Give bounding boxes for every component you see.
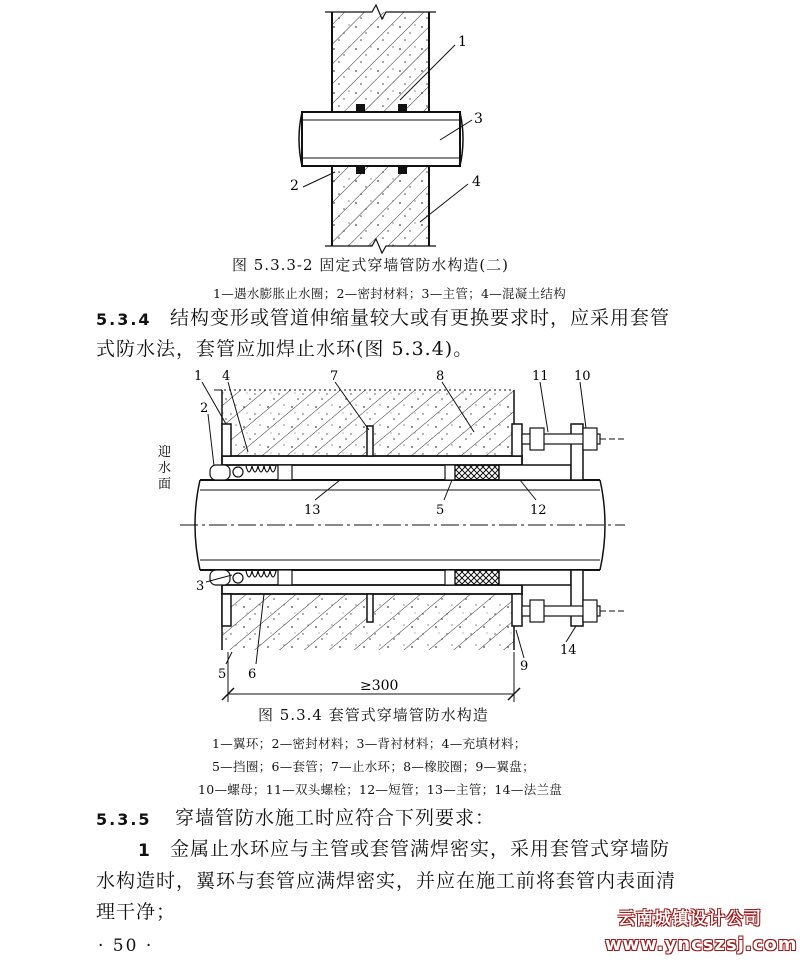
water-side-label: 水 xyxy=(158,461,172,476)
item-text-line: 金属止水环应与主管或套管满焊密实，采用套管式穿墙防 xyxy=(170,838,671,860)
sleeve-pipe xyxy=(222,585,522,594)
figure-legend: 1—遇水膨胀止水圈；2—密封材料；3—主管；4—混凝土结构 xyxy=(213,286,567,301)
concrete-wall-upper xyxy=(332,12,429,112)
sealing-material xyxy=(210,570,230,585)
water-side-label: 迎 xyxy=(158,445,172,460)
sleeve-pipe xyxy=(222,456,522,465)
item-number: 1 xyxy=(138,841,152,861)
dimension-label: ≥300 xyxy=(360,678,399,694)
wing-ring xyxy=(222,424,231,456)
backing-rod xyxy=(233,573,243,583)
water-stop-ring xyxy=(356,104,365,112)
page-number: · 50 · xyxy=(98,936,154,956)
wing-ring xyxy=(222,594,231,626)
callout-label: 13 xyxy=(304,503,321,518)
backing-rod xyxy=(233,467,243,477)
callout-label: 4 xyxy=(472,174,481,190)
water-side-label: 面 xyxy=(158,477,172,492)
figure-legend-line: 5—挡圈；6—套管；7—止水环；8—橡胶圈；9—翼盘； xyxy=(212,759,535,774)
filler-material xyxy=(246,466,276,472)
retaining-ring xyxy=(445,570,455,585)
clause-text-line: 结构变形或管道伸缩量较大或有更换要求时，应采用套管 xyxy=(170,307,671,329)
callout-label: 2 xyxy=(200,401,209,416)
water-stop-ring xyxy=(398,104,407,112)
filler-material xyxy=(246,571,276,577)
retaining-ring xyxy=(445,465,455,480)
callout-label: 4 xyxy=(222,369,231,384)
figure-fixed-wall-pipe xyxy=(0,0,800,255)
clause-number: 5.3.4 xyxy=(96,310,152,329)
callout-label: 10 xyxy=(574,369,591,384)
wing-flange xyxy=(512,424,522,456)
rubber-ring xyxy=(455,465,499,480)
figure-legend-line: 10—螺母；11—双头螺栓；12—短管；13—主管；14—法兰盘 xyxy=(198,782,563,797)
retaining-ring xyxy=(278,465,292,480)
short-pipe xyxy=(499,570,571,585)
figure-legend-line: 1—翼环；2—密封材料；3—背衬材料；4—充填材料； xyxy=(212,736,527,751)
clause-text-line: 式防水法，套管应加焊止水环(图 5.3.4)。 xyxy=(96,338,474,360)
watermark-name: 云南城镇设计公司 xyxy=(618,909,762,929)
water-stop-ring xyxy=(398,166,407,174)
short-pipe xyxy=(499,465,571,480)
water-stop-ring xyxy=(356,166,365,174)
figure-caption: 图 5.3.3-2 固定式穿墙管防水构造(二) xyxy=(232,256,510,274)
figure-caption: 图 5.3.4 套管式穿墙管防水构造 xyxy=(258,706,489,724)
retaining-ring xyxy=(278,570,292,585)
callout-label: 2 xyxy=(290,178,299,194)
callout-label: 7 xyxy=(330,369,339,384)
clause-text: 穿墙管防水施工时应符合下列要求： xyxy=(175,807,496,829)
water-stop-ring xyxy=(367,594,373,622)
callout-label: 12 xyxy=(530,503,547,518)
main-pipe xyxy=(299,112,463,166)
concrete-wall-lower xyxy=(332,166,429,246)
callout-label: 5 xyxy=(218,667,227,682)
callout-label: 1 xyxy=(194,369,203,384)
figure-sleeve-wall-pipe xyxy=(0,362,800,702)
item-text-line: 理干净； xyxy=(96,901,177,923)
callout-label: 9 xyxy=(520,659,529,674)
callout-label: 3 xyxy=(196,579,205,594)
callout-label: 11 xyxy=(532,369,549,384)
callout-label: 3 xyxy=(474,111,483,127)
clause-number: 5.3.5 xyxy=(96,810,152,829)
rubber-ring xyxy=(455,570,499,585)
wing-flange xyxy=(512,594,522,626)
callout-label: 1 xyxy=(458,34,467,50)
callout-label: 5 xyxy=(436,503,445,518)
flange-plate xyxy=(571,570,583,626)
nut xyxy=(583,600,597,622)
flange-plate xyxy=(571,424,583,480)
item-text-line: 水构造时，翼环与套管应满焊密实，并应在施工前将套管内表面清 xyxy=(96,870,677,892)
nut xyxy=(583,428,597,450)
callout-label: 8 xyxy=(436,369,445,384)
callout-label: 6 xyxy=(248,667,257,682)
callout-label: 14 xyxy=(560,643,577,658)
nut xyxy=(530,600,544,622)
water-stop-ring xyxy=(367,426,373,456)
watermark-url: www.yncszsj.com xyxy=(605,934,798,955)
sealing-material xyxy=(210,465,230,480)
nut xyxy=(530,428,544,450)
